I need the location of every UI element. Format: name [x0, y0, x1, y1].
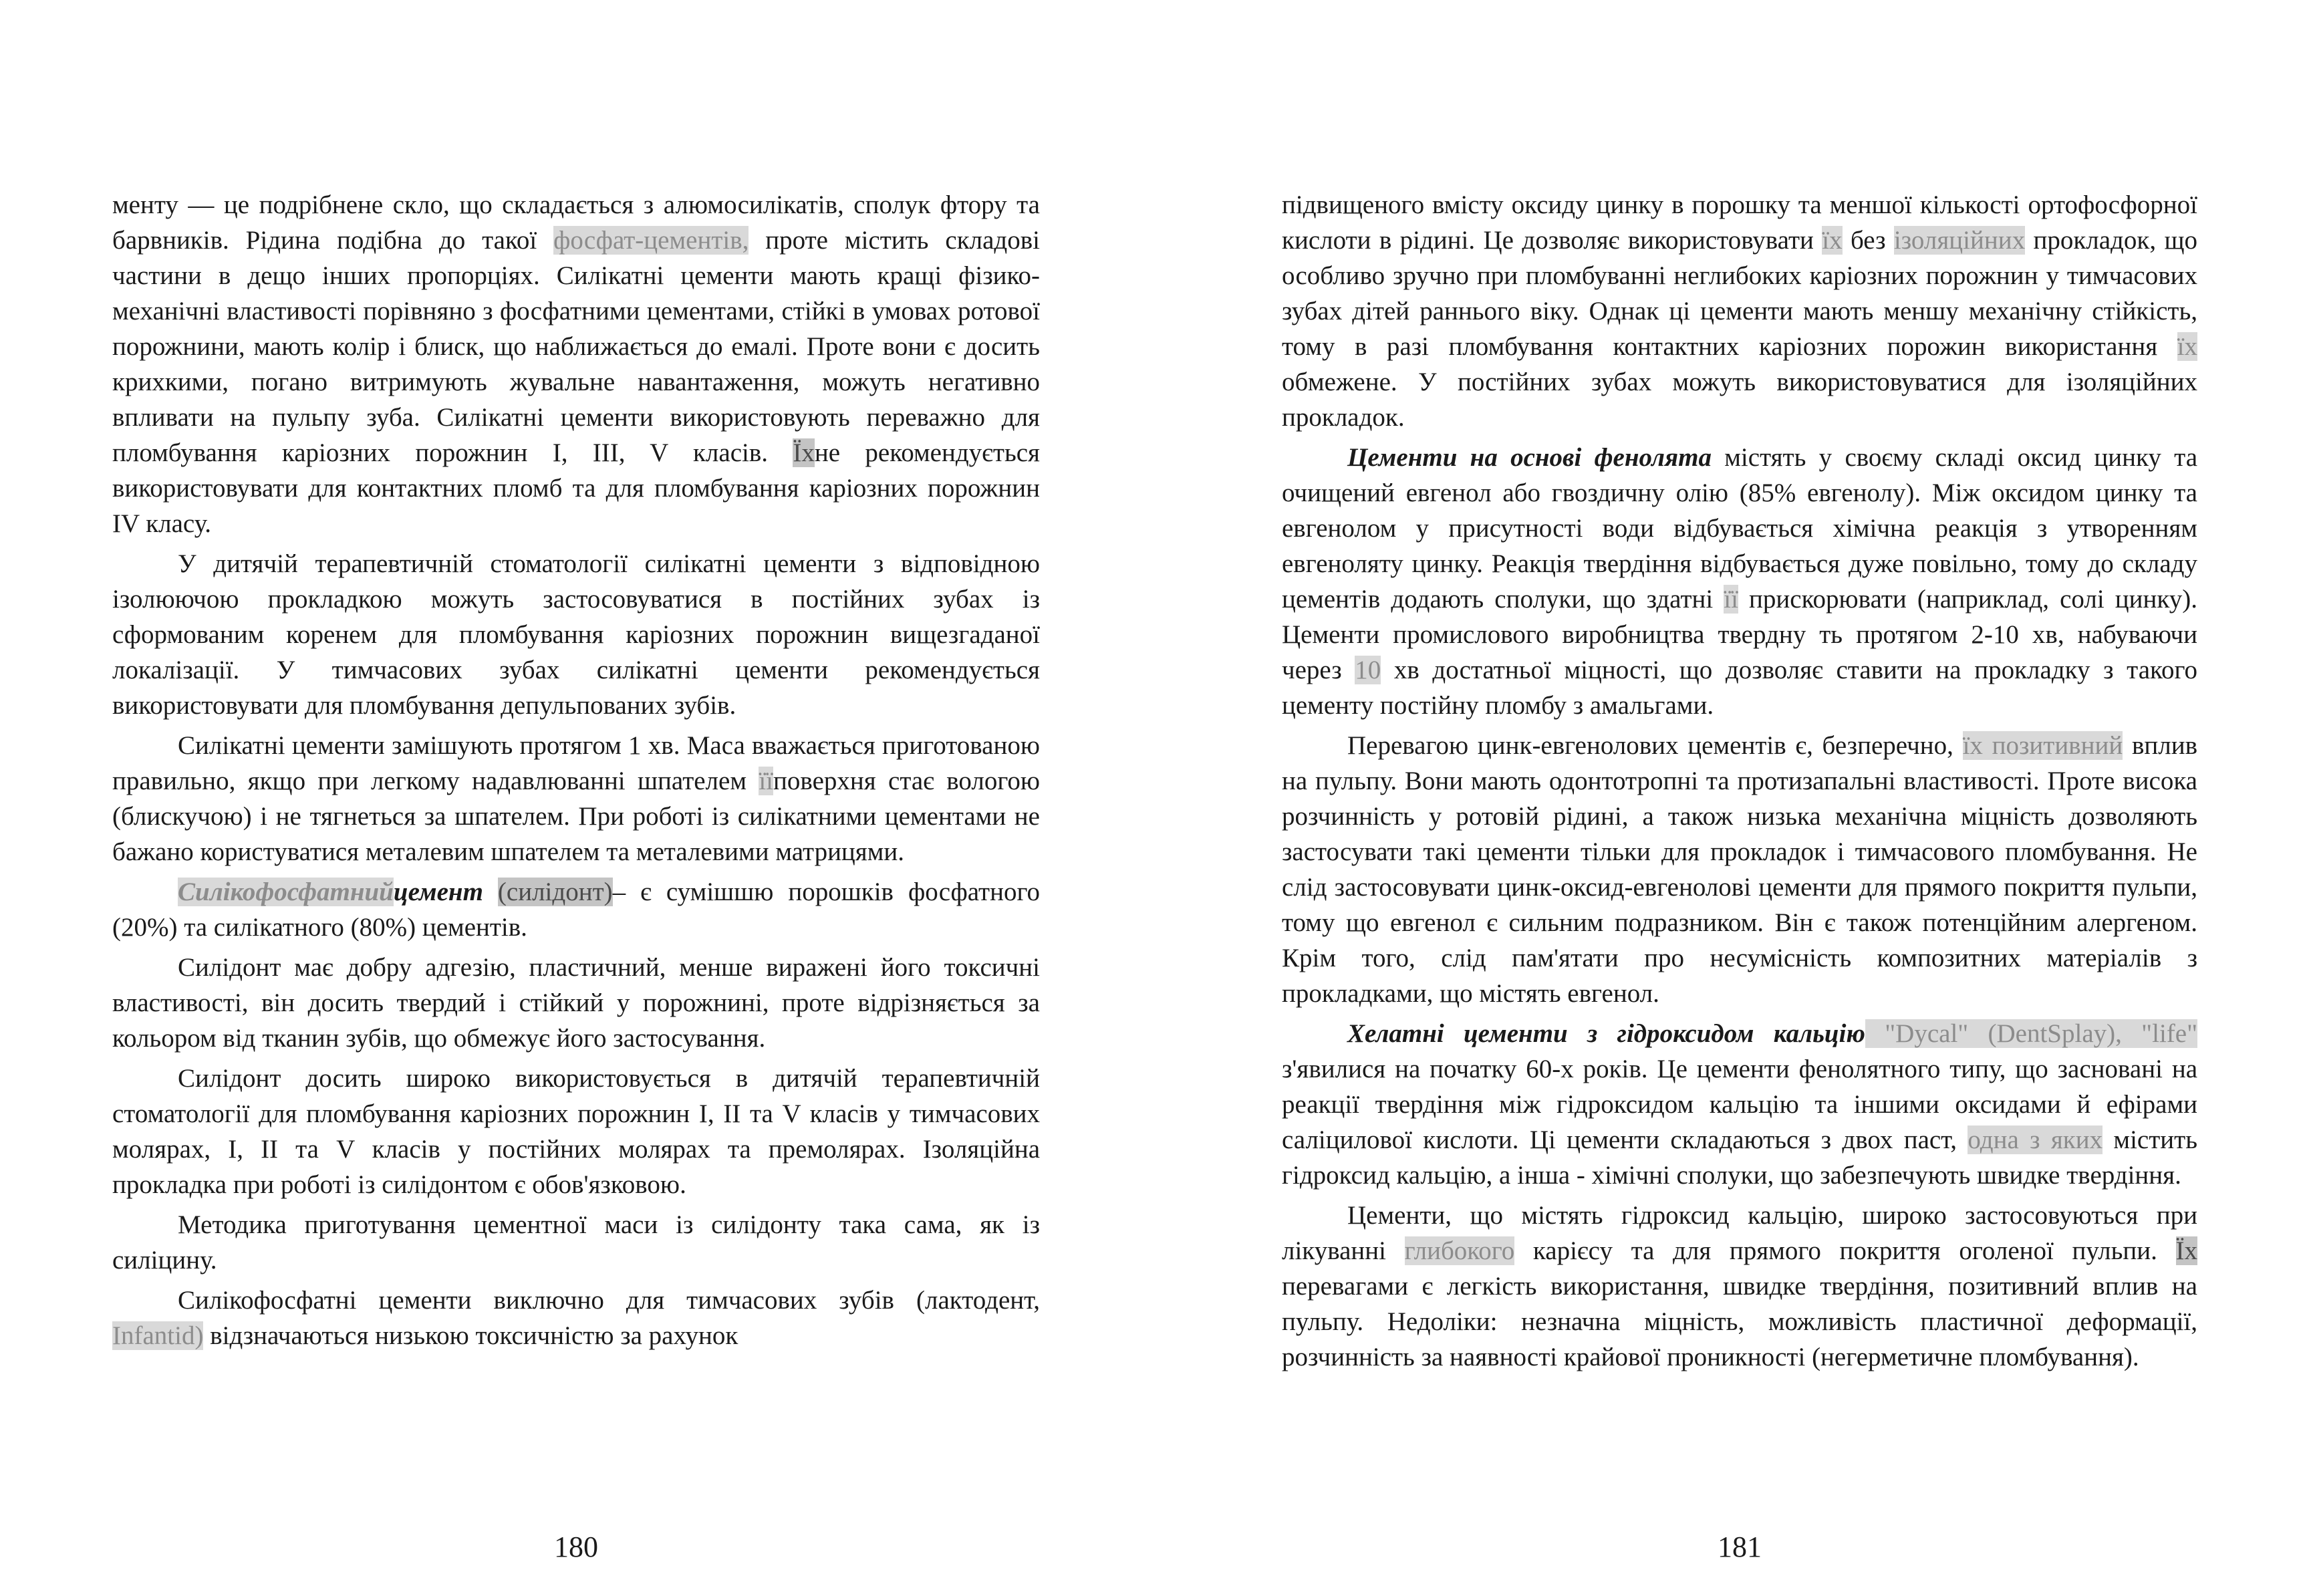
highlighted-text: одна з яких	[1968, 1125, 2103, 1154]
term-heading: Хелатні цементи з гідроксидом кальцію	[1347, 1019, 1865, 1048]
paragraph: підвищеного вмісту оксиду цинку в порошку та меншої кількості ортофосфорної кислоти в рідині. Це дозволяє використовувати їх без ізоляційних прокладок, що особливо зручно при пломбуванні неглибоких каріозних порожнин у тимчасових зубах дітей раннього віку. Однак ці цементи мають меншу механічну стійкість, тому в разі пломбування контактних каріозних порожин використання їх обмежене. У постійних зубах можуть використовуватися для ізоляційних прокладок.	[1282, 190, 2197, 432]
paragraph: Цементи на основі фенолята містять у своєму складі оксид цинку та очищений евгенол або гвоздичну олію (85% евгенолу). Між оксидом цинку та евгенолом у присутності води відбувається хімічна реакція з утворенням евгеноляту цинку. Реакція твердіння відбувається дуже повільно, тому до складу цементів додають сполуки, що здатні її прискорювати (наприклад, солі цинку). Цементи промислового виробництва твердну ть протягом 2-10 хв, набуваючи через 10 хв достатньої міцності, що дозволяє ставити на прокладку з такого цементу постійну пломбу з амальгами.	[1282, 443, 2198, 720]
page-number: 181	[1718, 1531, 1762, 1563]
paragraph: Силікатні цементи замішують протягом 1 хв. Маса вважається приготованою правильно, якщо при легкому надавлюванні шпателем їїповерхня стає вологою (блискучою) і не тягнеться за шпателем. При роботі із силікатними цементами не бажано користуватися металевим шпателем та металевими матрицями.	[112, 731, 1041, 866]
paragraph: У дитячій терапевтичній стоматології силікатні цементи з відповідною ізолюючою прокладкою можуть застосовуватися в постійних зубах із сформованим коренем для пломбування каріозних порожнин вищезгаданої локалізації. У тимчасових зубах силікатні цементи рекомендується використовувати для пломбування депульпованих зубів.	[112, 549, 1040, 720]
highlighted-text: "Dycal" (DentSplay), "lifе"	[1865, 1019, 2197, 1048]
term-heading: Цементи на основі фенолята	[1347, 443, 1712, 472]
highlighted-text: їх	[2177, 332, 2197, 361]
paragraph: Силідонт має добру адгезію, пластичний, менше виражені його токсичні властивості, він досить твердий і стійкий у порожнині, проте відрізняється за кольором від тканин зубів, що обмежує його застосування.	[112, 953, 1040, 1053]
highlighted-text: ізоляційних	[1893, 226, 2026, 255]
paragraph: Перевагою цинк-евгенолових цементів є, безперечно, їх позитивний вплив на пульпу. Вони мають одонтотропні та протизапальні властивості. Проте висока розчинність у ротовій рідині, а також низька механічна міцність дозволяють застосувати такі цементи тільки для прокладок і тимчасового пломбування. Не слід застосовувати цинк-оксид-евгенолові цементи для прямого покриття пульпи, тому що евгенол є сильним подразником. Він є також потенційним алергеном. Крім того, слід пам'ятати про несумісність композитних матеріалів з прокладками, що містять евгенол.	[1282, 731, 2197, 1008]
page-number: 180	[554, 1531, 598, 1563]
paragraph: Цементи, що містять гідроксид кальцію, широко застосовуються при лікуванні глибокого карієсу та для прямого покриття оголеної пульпи. Їх перевагами є легкість використання, швидке твердіння, позитивний вплив на пульпу. Недоліки: незначна міцність, можливість пластичної деформації, розчинність за наявності крайової проникності (негерметичне пломбування).	[1282, 1201, 2197, 1371]
paragraph: Силідонт досить широко використовується в дитячій терапевтичній стоматології для пломбування каріозних порожнин I, II та V класів у тимчасових молярах, I, II та V класів у постійних молярах та премолярах. Ізоляційна прокладка при роботі із силідонтом є обов'язковою.	[112, 1064, 1040, 1199]
highlighted-text: Їх	[2175, 1236, 2197, 1265]
term-heading: цемент	[393, 878, 483, 906]
highlighted-text: (силідонт)	[497, 878, 613, 906]
highlighted-text: фосфат-цементів,	[553, 226, 749, 255]
paragraph: Силікофосфатні цементи виключно для тимчасових зубів (лактодент, Infantid) відзначаються низькою токсичністю за рахунок	[112, 1286, 1040, 1350]
highlighted-text: Їх	[793, 438, 815, 467]
left-page-text	[112, 187, 1040, 1358]
paragraph: Силікофосфатнийцемент (силідонт)– є сумішшю порошків фосфатного (20%) та силікатного (80%) цементів.	[112, 878, 1040, 942]
highlighted-text: її	[1724, 585, 1738, 614]
right-page	[1282, 0, 2197, 1596]
highlighted-text: їх позитивний	[1962, 731, 2123, 760]
right-page-text	[1282, 187, 2197, 1379]
highlighted-text: її	[759, 767, 774, 795]
paragraph: Методика приготування цементної маси із силідонту така сама, як із силіцину.	[112, 1210, 1040, 1275]
highlighted-text: їх	[1822, 226, 1843, 255]
paragraph: менту — це подрібнене скло, що складається з алюмосилікатів, сполук фтору та барвників. Рідина подібна до такої фосфат-цементів, проте містить складові частини в дещо інших пропорціях. Силікатні цементи мають кращі фізико-механічні властивості порівняно з фосфатними цементами, стійкі в умовах ротової порожнини, мають колір і блиск, що наближається до емалі. Проте вони є досить крихкими, погано витримують жувальне навантаження, можуть негативно впливати на пульпу зуба. Силікатні цементи використовують переважно для пломбування каріозних порожнин І, III, V класів. Їхне рекомендується використовувати для контактних пломб та для пломбування каріозних порожнин IV класу.	[112, 190, 1041, 538]
term-heading: Силікофосфатний	[178, 878, 394, 906]
highlighted-text: Infantid)	[112, 1321, 204, 1350]
paragraph: Хелатні цементи з гідроксидом кальцію "Dycal" (DentSplay), "lifе" з'явилися на початку 60-х років. Це цементи фенолятного типу, що засновані на реакції твердіння між гідроксидом кальцію та іншими оксидами й ефірами саліцилової кислоти. Ці цементи складаються з двох паст, одна з яких містить гідроксид кальцію, а інша - хімічні сполуки, що забезпечують швидке твердіння.	[1282, 1019, 2197, 1190]
highlighted-text: глибокого	[1404, 1236, 1515, 1265]
left-page	[112, 0, 1040, 1596]
highlighted-text: 10	[1355, 656, 1381, 684]
